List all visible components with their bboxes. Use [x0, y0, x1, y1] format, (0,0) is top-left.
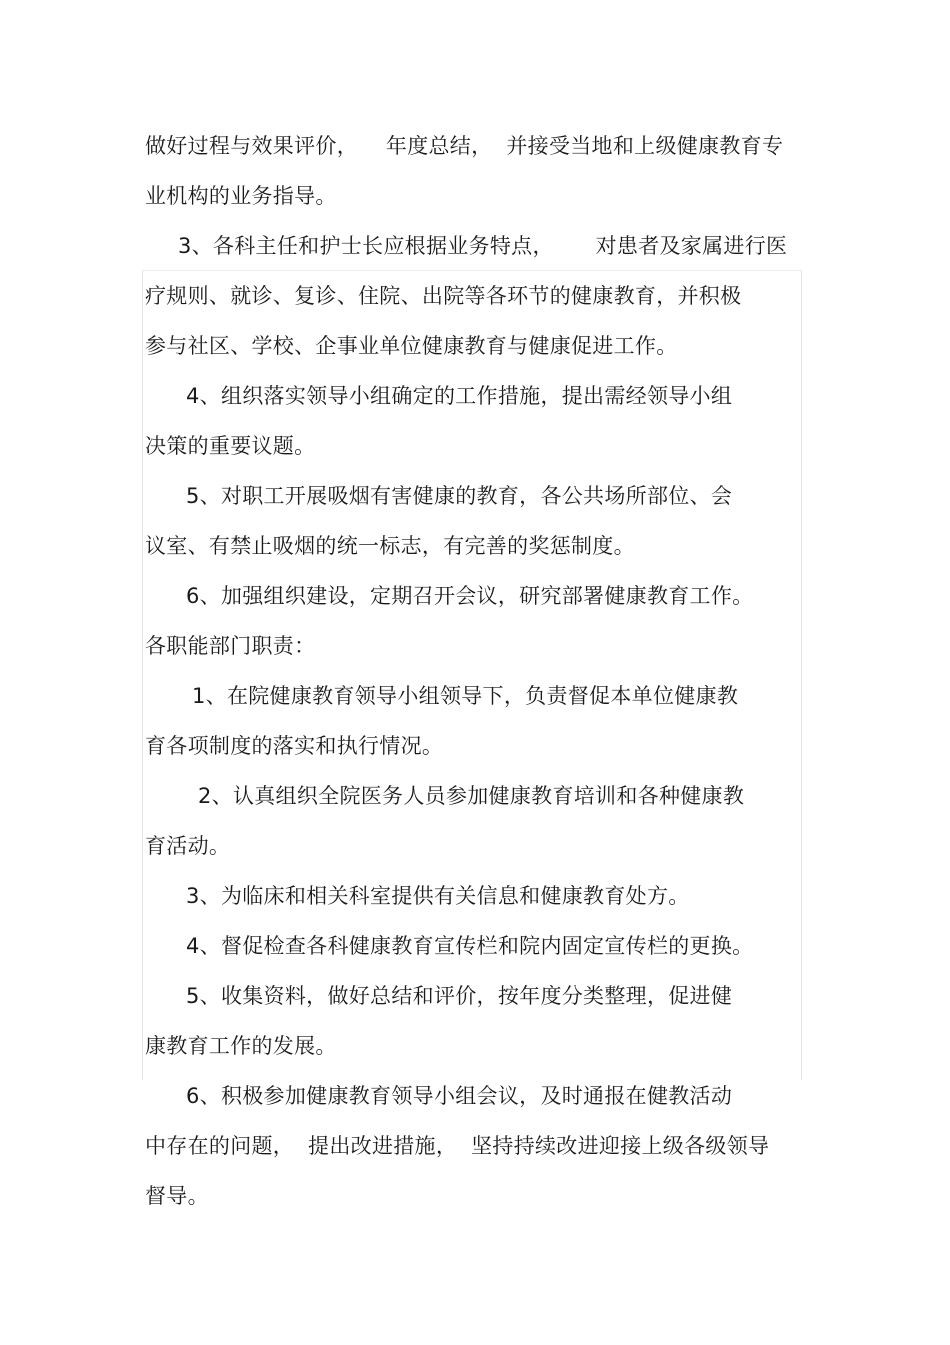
text-line: 康教育工作的发展。: [145, 1034, 337, 1058]
text-line: 参与社区、学校、企事业单位健康教育与健康促进工作。: [145, 334, 678, 358]
text-line: 中存在的问题， 提出改进措施， 坚持持续改进迎接上级各级领导: [145, 1134, 770, 1158]
text-line: 业机构的业务指导。: [145, 184, 337, 208]
text-line: 3、各科主任和护士长应根据业务特点， 对患者及家属进行医: [178, 234, 788, 258]
text-line: 2、认真组织全院医务人员参加健康教育培训和各种健康教: [198, 784, 745, 808]
text-line: 5、收集资料，做好总结和评价，按年度分类整理，促进健: [186, 984, 733, 1008]
text-line: 议室、有禁止吸烟的统一标志，有完善的奖惩制度。: [145, 534, 635, 558]
section-heading: 各职能部门职责：: [145, 634, 316, 658]
text-line: 1、在院健康教育领导小组领导下，负责督促本单位健康教: [192, 684, 739, 708]
text-line: 6、加强组织建设，定期召开会议，研究部署健康教育工作。: [186, 584, 754, 608]
text-line: 做好过程与效果评价， 年度总结， 并接受当地和上级健康教育专: [145, 134, 784, 158]
text-line: 6、积极参加健康教育领导小组会议，及时通报在健教活动: [186, 1084, 733, 1108]
text-line: 疗规则、就诊、复诊、住院、出院等各环节的健康教育，并积极: [145, 284, 742, 308]
text-line: 4、组织落实领导小组确定的工作措施，提出需经领导小组: [186, 384, 733, 408]
text-line: 育活动。: [145, 834, 231, 858]
text-line: 3、为临床和相关科室提供有关信息和健康教育处方。: [186, 884, 690, 908]
text-line: 4、督促检查各科健康教育宣传栏和院内固定宣传栏的更换。: [186, 934, 754, 958]
text-line: 决策的重要议题。: [145, 434, 316, 458]
text-line: 5、对职工开展吸烟有害健康的教育，各公共场所部位、会: [186, 484, 733, 508]
text-line: 督导。: [145, 1184, 209, 1208]
text-line: 育各项制度的落实和执行情况。: [145, 734, 444, 758]
